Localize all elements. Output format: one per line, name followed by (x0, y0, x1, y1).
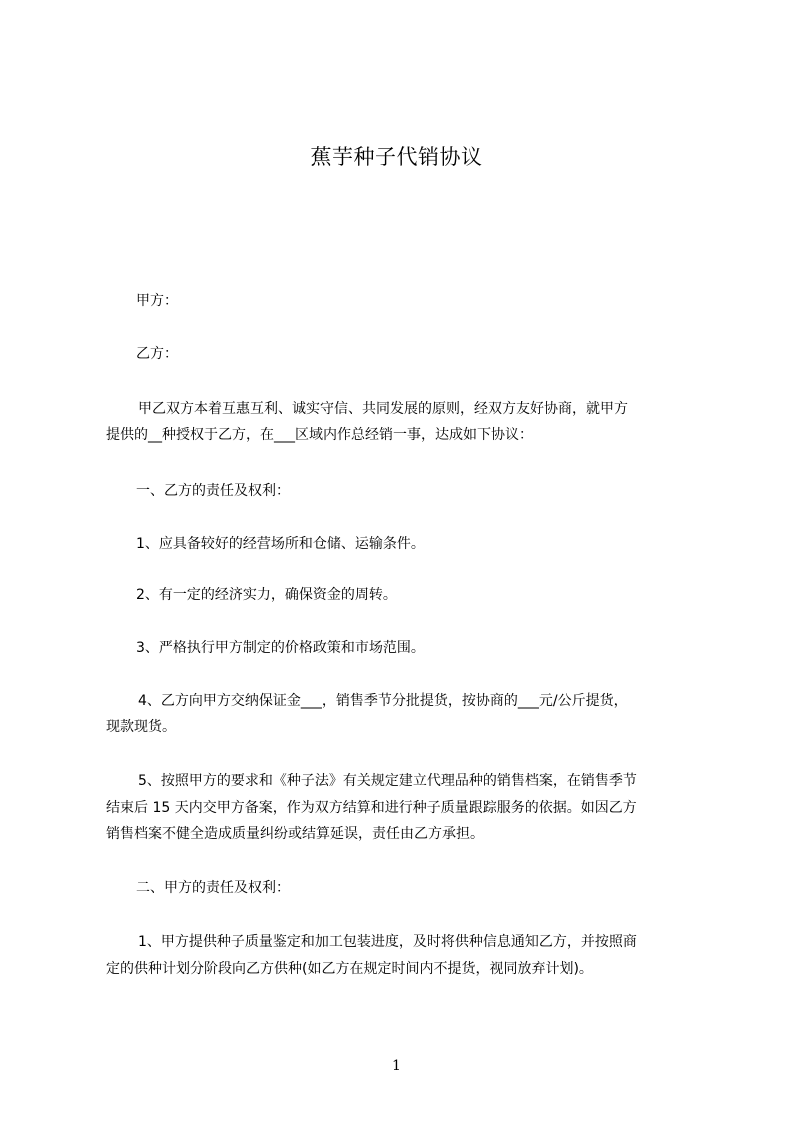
section-2-item-1-line-2: 定的供种计划分阶段向乙方供种(如乙方在规定时间内不提货，视同放弃计划)。 (106, 961, 593, 977)
section-1-item-1: 1、应具备较好的经营场所和仓储、运输条件。 (136, 536, 425, 552)
section-1-heading: 一、乙方的责任及权利： (136, 483, 290, 499)
preamble-line-1: 甲乙双方本着互惠互利、诚实守信、共同发展的原则，经双方友好协商，就甲方 (138, 401, 628, 417)
section-1-item-4-line-2: 现款现货。 (106, 719, 176, 735)
party-b-label: 乙方： (136, 346, 178, 362)
document-title: 蕉芋种子代销协议 (310, 145, 483, 169)
preamble-line-2: 提供的__种授权于乙方，在___区域内作总经销一事，达成如下协议： (106, 427, 533, 443)
section-1-item-5-line-2: 结束后 15 天内交甲方备案，作为双方结算和进行种子质量跟踪服务的依据。如因乙方 (106, 800, 637, 816)
page-number: 1 (392, 1058, 401, 1074)
section-1-item-5-line-3: 销售档案不健全造成质量纠纷或结算延误，责任由乙方承担。 (106, 826, 484, 842)
section-1-item-2: 2、有一定的经济实力，确保资金的周转。 (136, 587, 397, 603)
section-2-heading: 二、甲方的责任及权利： (136, 880, 290, 896)
section-1-item-3: 3、严格执行甲方制定的价格政策和市场范围。 (136, 640, 425, 656)
section-1-item-5-line-1: 5、按照甲方的要求和《种子法》有关规定建立代理品种的销售档案，在销售季节 (138, 773, 637, 789)
section-2-item-1-line-1: 1、甲方提供种子质量鉴定和加工包装进度，及时将供种信息通知乙方，并按照商 (138, 934, 637, 950)
party-a-label: 甲方： (136, 293, 178, 309)
section-1-item-4-line-1: 4、乙方向甲方交纳保证金___，销售季节分批提货，按协商的___元/公斤提货， (138, 693, 628, 709)
